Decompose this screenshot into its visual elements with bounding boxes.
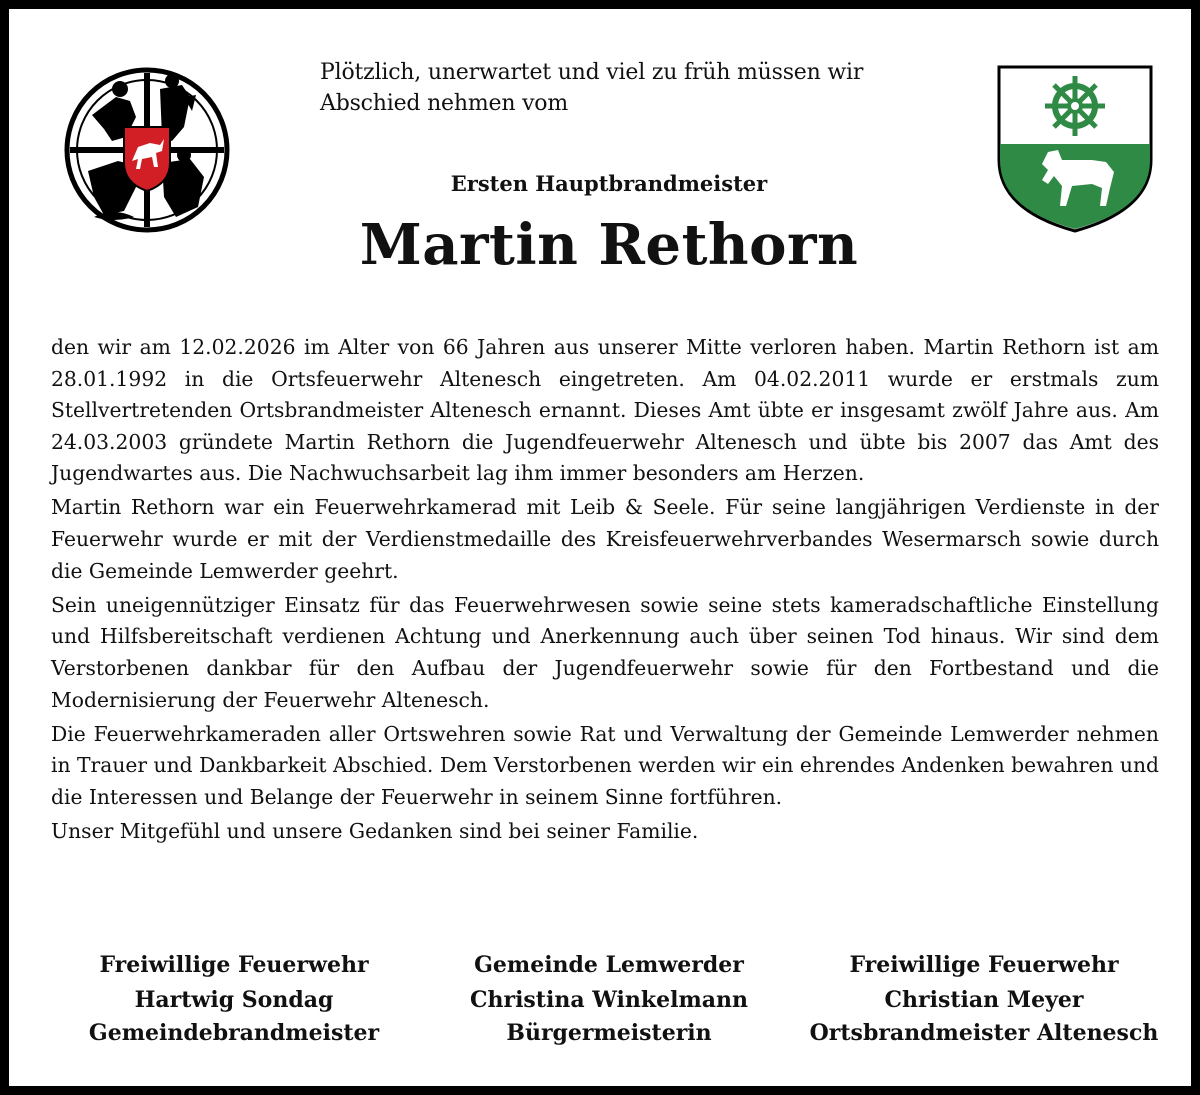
signature-org: Freiwillige Feuerwehr <box>99 952 369 978</box>
intro-line-2: Abschied nehmen vom <box>320 91 569 116</box>
signature-person: Christina Winkelmann <box>469 987 749 1013</box>
signature-org: Freiwillige Feuerwehr <box>849 952 1119 978</box>
paragraph: den wir am 12.02.2026 im Alter von 66 Jahren aus unserer Mitte verloren haben. Martin Rethorn ist am 28.01.1992 in die Ortsfeuerwehr Altenesch eingetreten. Am 04.02.2011 wurde er erstmals zum Stellvertretenden Ortsbrandmeister Altenesch ernannt. Dieses Amt übte er insgesamt zwölf Jahre aus. Am 24.03.2003 gründete Martin Rethorn die Jugendfeuerwehr Altenesch und übte bis 2007 das Amt des Jugendwartes aus. Die Nachwuchsarbeit lag ihm immer besonders am Herzen. <box>51 335 1159 486</box>
deceased-rank: Ersten Hauptbrandmeister <box>450 171 768 196</box>
signature-row <box>49 949 1169 1050</box>
signature-title: Gemeindebrandmeister <box>88 1020 380 1046</box>
intro-text <box>320 57 920 119</box>
signature-block <box>424 949 794 1050</box>
paragraph: Martin Rethorn war ein Feuerwehrkamerad mit Leib & Seele. Für seine langjährigen Verdienste in der Feuerwehr wurde er mit der Verdienstmedaille des Kreisfeuerwehrverbandes Wesermarsch sowie durch die Gemeinde Lemwerder geehrt. <box>51 495 1159 583</box>
signature-title: Bürgermeisterin <box>506 1020 712 1046</box>
signature-person: Christian Meyer <box>884 987 1084 1013</box>
paragraph: Sein uneigennütziger Einsatz für das Feuerwehrwesen sowie seine stets kameradschaftliche Einstellung und Hilfsbereitschaft verdienen Achtung und Anerkennung auch über seinen Tod hinaus. Wir sind dem Verstorbenen dankbar für den Aufbau der Jugendfeuerwehr sowie für den Fortbestand und die Modernisierung der Feuerwehr Altenesch. <box>51 592 1159 712</box>
signature-block <box>49 949 419 1050</box>
intro-line-1: Plötzlich, unerwartet und viel zu früh müssen wir <box>320 60 864 85</box>
paragraph: Unser Mitgefühl und unsere Gedanken sind bei seiner Familie. <box>51 818 699 843</box>
paragraph: Die Feuerwehrkameraden aller Ortswehren sowie Rat und Verwaltung der Gemeinde Lemwerder nehmen in Trauer und Dankbarkeit Abschied. Dem Verstorbenen werden wir ein ehrendes Andenken bewahren und die Interessen und Belange der Feuerwehr in seinem Sinne fortführen. <box>51 721 1159 809</box>
deceased-name: Martin Rethorn <box>359 212 859 278</box>
signature-person: Hartwig Sondag <box>134 987 334 1013</box>
obituary-body <box>51 332 1159 850</box>
signature-title: Ortsbrandmeister Altenesch <box>809 1020 1159 1046</box>
signature-org: Gemeinde Lemwerder <box>474 952 744 978</box>
municipality-coat-of-arms-icon <box>996 64 1154 234</box>
signature-block <box>799 949 1169 1050</box>
